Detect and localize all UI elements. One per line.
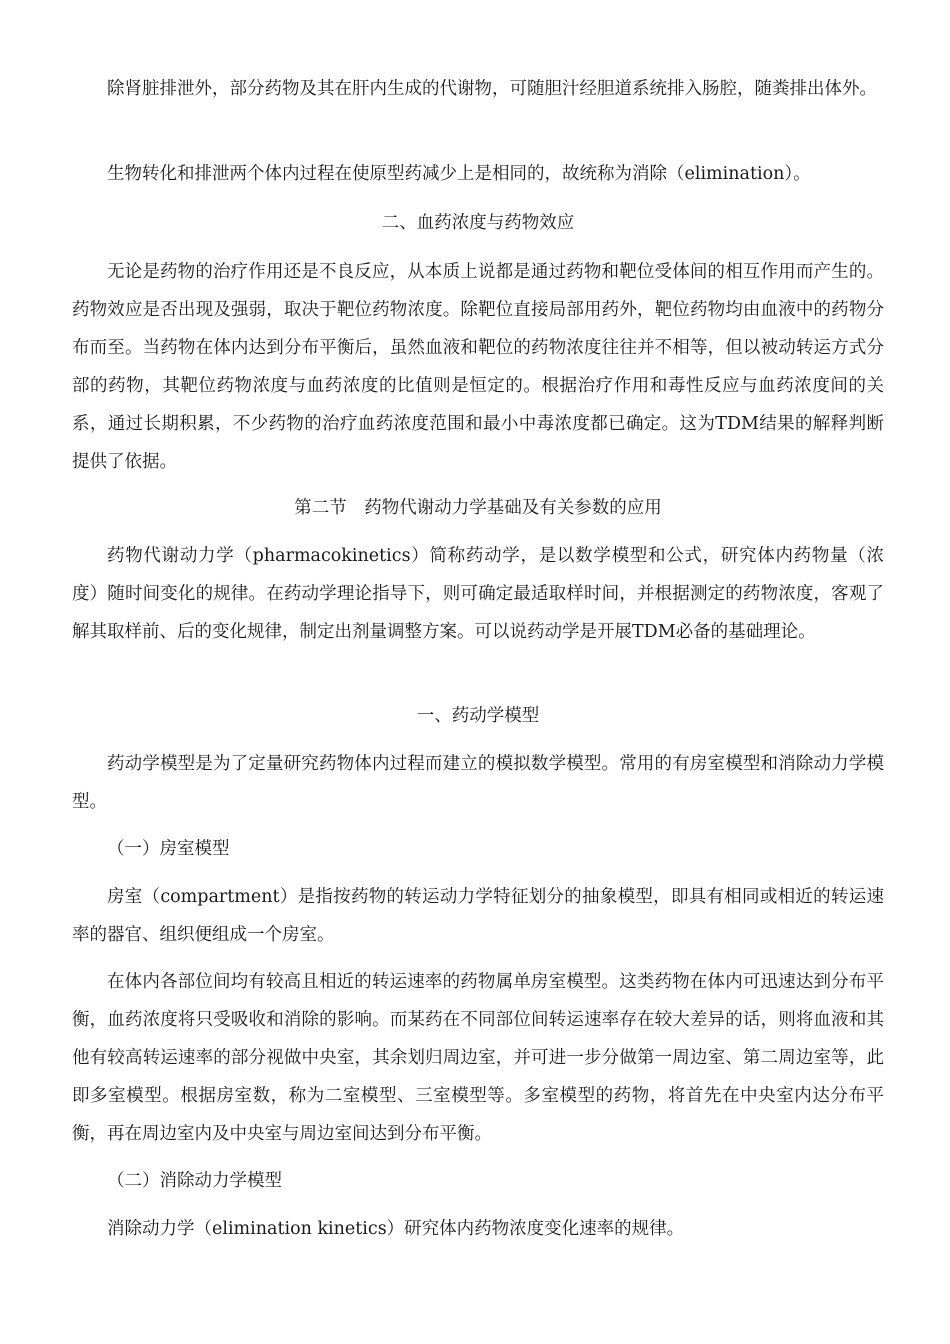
paragraph-drug-effect: 无论是药物的治疗作用还是不良反应，从本质上说都是通过药物和靶位受体间的相互作用而产生的。药物效应是否出现及强弱，取决于靶位药物浓度。除靶位直接局部用药外，靶位药物均由血液中的药物分布而至。当药物在体内达到分布平衡后，虽然血液和靶位的药物浓度往往并不相等，但以被动转运方式分部的药物，其靶位药物浓度与血药浓度的比值则是恒定的。根据治疗作用和毒性反应与血药浓度间的关系，通过长期积累，不少药物的治疗血药浓度范围和最小中毒浓度都已确定。这为TDM结果的解释判断提供了依据。 — [72, 262, 884, 472]
paragraph-pk-models: 药动学模型是为了定量研究药物体内过程而建立的模拟数学模型。常用的有房室模型和消除动力学模型。 — [72, 754, 884, 812]
subheading-elimination-kinetics: （二）消除动力学模型 — [107, 1171, 282, 1191]
paragraph-multi-compartment: 在体内各部位间均有较高且相近的转运速率的药物属单房室模型。这类药物在体内可迅速达到分布平衡，血药浓度将只受吸收和消除的影响。而某药在不同部位间转运速率存在较大差异的话，则将血液和其他有较高转运速率的部分视做中央室，其余划归周边室，并可进一步分做第一周边室、第二周边室等，此即多室模型。根据房室数，称为二室模型、三室模型等。多室模型的药物，将首先在中央室内达分布平衡，再在周边室内及中央室与周边室间达到分布平衡。 — [72, 972, 884, 1144]
section-heading-blood-concentration: 二、血药浓度与药物效应 — [381, 213, 575, 233]
subheading-compartment-model: （一）房室模型 — [107, 839, 230, 859]
section-heading-pk-models: 一、药动学模型 — [416, 706, 540, 726]
paragraph-biliary-excretion: 除肾脏排泄外，部分药物及其在肝内生成的代谢物，可随胆汁经胆道系统排入肠腔，随粪排出体外。 — [107, 79, 877, 99]
paragraph-elimination: 生物转化和排泄两个体内过程在使原型药减少上是相同的，故统称为消除（elimination）。 — [107, 164, 811, 184]
paragraph-compartment-definition: 房室（compartment）是指按药物的转运动力学特征划分的抽象模型，即具有相同或相近的转运速率的器官、组织便组成一个房室。 — [72, 887, 884, 945]
paragraph-pharmacokinetics: 药物代谢动力学（pharmacokinetics）简称药动学，是以数学模型和公式，研究体内药物量（浓度）随时间变化的规律。在药动学理论指导下，则可确定最适取样时间，并根据测定的药物浓度，客观了解其取样前、后的变化规律，制定出剂量调整方案。可以说药动学是开展TDM必备的基础理论。 — [72, 546, 884, 642]
chapter-section-heading: 第二节 药物代谢动力学基础及有关参数的应用 — [294, 498, 662, 518]
paragraph-elimination-kinetics: 消除动力学（elimination kinetics）研究体内药物浓度变化速率的规律。 — [107, 1219, 685, 1239]
